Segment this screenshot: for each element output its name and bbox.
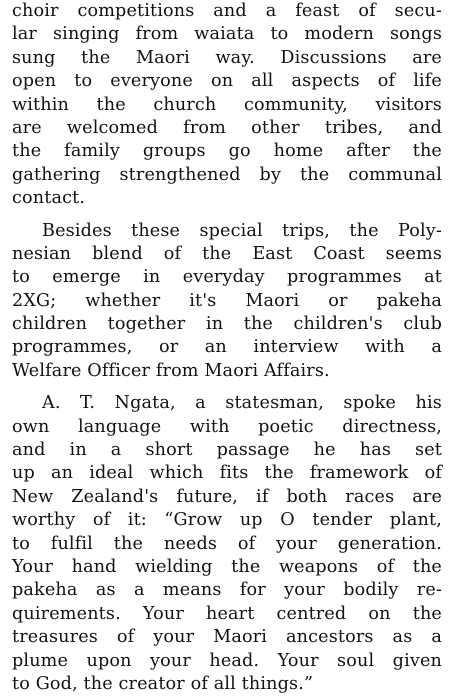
- text-line: gathering strengthened by the communal: [12, 164, 442, 185]
- text-line: to fulfil the needs of your generation.: [12, 533, 442, 554]
- paragraph-gap: [12, 211, 442, 220]
- text-line: Welfare Officer from Maori Affairs.: [12, 360, 330, 381]
- text-line: sung the Maori way. Discussions are: [12, 47, 442, 68]
- paragraph-3: [12, 392, 442, 696]
- paragraph-2: [12, 220, 442, 384]
- text-line: own language with poetic directness,: [12, 416, 442, 437]
- text-line: to emerge in everyday programmes at: [12, 267, 442, 288]
- text-line: worthy of it: “Grow up O tender plant,: [12, 510, 442, 531]
- text-line: quirements. Your heart centred on the: [12, 603, 442, 624]
- text-line: New Zealand's future, if both races are: [12, 486, 442, 507]
- text-line: treasures of your Maori ancestors as a: [12, 627, 442, 648]
- text-line: up an ideal which fits the framework of: [12, 463, 442, 484]
- text-line: within the church community, visitors: [12, 94, 442, 115]
- text-line: and in a short passage he has set: [12, 440, 442, 461]
- paragraph-gap: [12, 383, 442, 392]
- text-line: nesian blend of the East Coast seems: [12, 243, 442, 264]
- text-line: the family groups go home after the: [12, 141, 442, 162]
- text-line: lar singing from waiata to modern songs: [12, 24, 442, 45]
- text-line: open to everyone on all aspects of life: [12, 71, 442, 92]
- text-line: to God, the creator of all things.”: [12, 673, 314, 694]
- text-line: programmes, or an interview with a: [12, 337, 442, 358]
- text-line: children together in the children's club: [12, 314, 442, 335]
- text-line: plume upon your head. Your soul given: [12, 650, 442, 671]
- text-line: 2XG; whether it's Maori or pakeha: [12, 290, 442, 311]
- article-column: [12, 0, 442, 696]
- text-line: contact.: [12, 188, 86, 209]
- text-line: A. T. Ngata, a statesman, spoke his: [42, 393, 442, 414]
- text-line: pakeha as a means for your bodily re-: [12, 580, 442, 601]
- text-line: Besides these special trips, the Poly-: [42, 220, 442, 241]
- text-line: are welcomed from other tribes, and: [12, 117, 442, 138]
- text-line: Your hand wielding the weapons of the: [12, 556, 442, 577]
- text-line: choir competitions and a feast of secu-: [12, 1, 442, 21]
- paragraph-1: [12, 0, 442, 211]
